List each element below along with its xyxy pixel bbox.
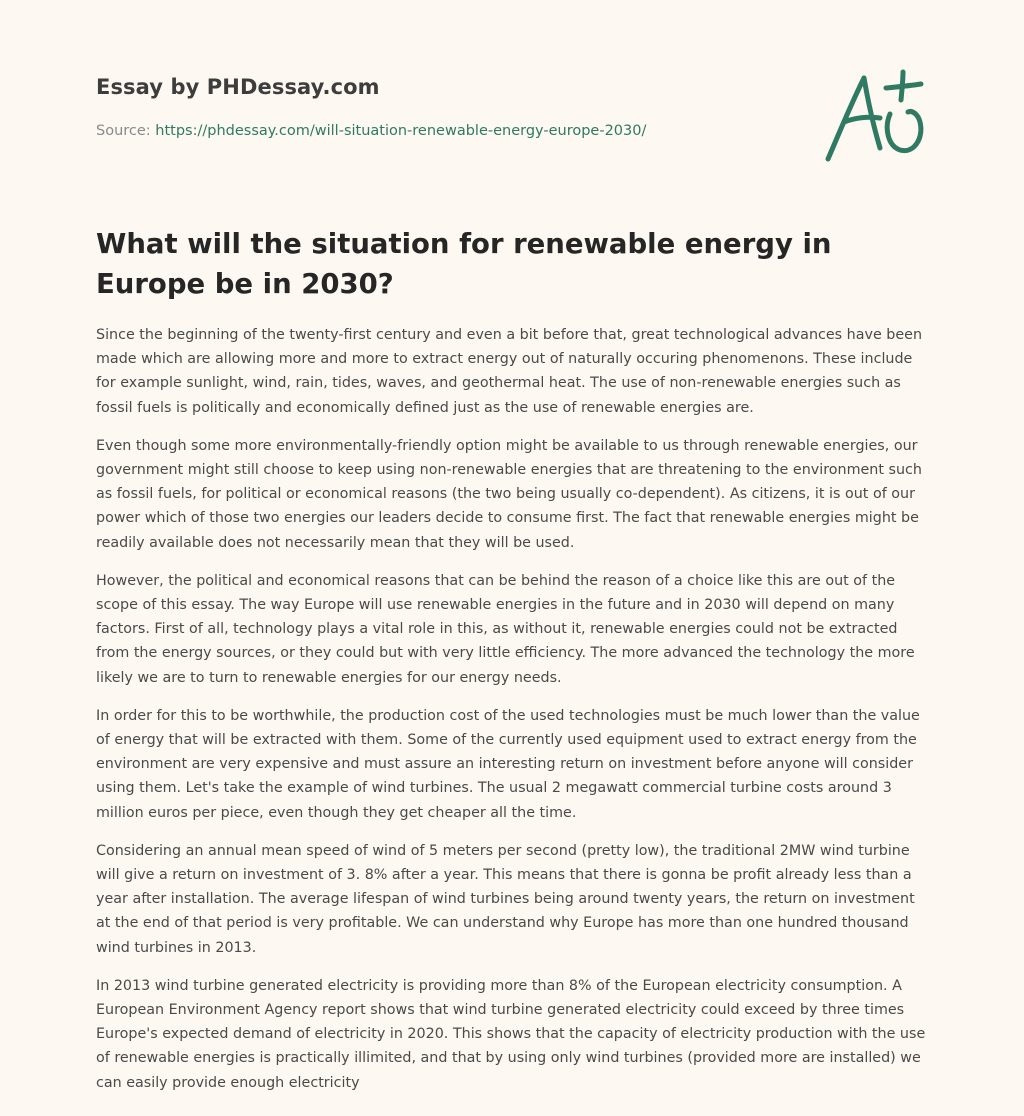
paragraph: However, the political and economical reasons that can be behind the reason of a choice like this are out of the scope of this essay. The way Europe will use renewable energies in the future and in 2030 will depend on many factors. First of all, technology plays a vital role in this, as without it, renewable energies could not be extracted from the energy sources, or they could but with very little efficiency. The more advanced the technology the more likely we are to turn to renewable energies for our energy needs.: [96, 572, 915, 686]
essay-body: [96, 323, 930, 1109]
a-plus-logo-icon: [824, 66, 928, 166]
source-link[interactable]: https://phdessay.com/will-situation-renewable-energy-europe-2030/: [155, 123, 647, 139]
paragraph: Considering an annual mean speed of wind of 5 meters per second (pretty low), the traditional 2MW wind turbine will give a return on investment of 3. 8% after a year. This means that there is gonna be profit already less than a year after installation. The average lifespan of wind turbines being around twenty years, the return on investment at the end of that period is very profitable. We can understand why Europe has more than one hundred thousand wind turbines in 2013.: [96, 842, 915, 956]
source-label: Source:: [96, 123, 151, 139]
paragraph: Even though some more environmentally-friendly option might be available to us through renewable energies, our government might still choose to keep using non-renewable energies that are threatening to the environment such as fossil fuels, for political or economical reasons (the two being usually co-dependent). As citizens, it is out of our power which of those two energies our leaders decide to consume first. The fact that renewable energies might be readily available does not necessarily mean that they will be used.: [96, 437, 922, 551]
paragraph: In 2013 wind turbine generated electricity is providing more than 8% of the European electricity consumption. A European Environment Agency report shows that wind turbine generated electricity could exceed by three times Europe's expected demand of electricity in 2020. This shows that the capacity of electricity production with the use of renewable energies is practically illimited, and that by using only wind turbines (provided more are installed) we can easily provide enough electricity: [96, 977, 926, 1091]
source-line: [96, 123, 646, 139]
paragraph: Since the beginning of the twenty-first century and even a bit before that, great technological advances have been made which are allowing more and more to extract energy out of naturally occuring phenomenons. These include for example sunlight, wind, rain, tides, waves, and geothermal heat. The use of non-renewable energies such as fossil fuels is politically and economically defined just as the use of renewable energies are.: [96, 327, 923, 416]
paragraph: In order for this to be worthwhile, the production cost of the used technologies must be much lower than the value of energy that will be extracted with them. Some of the currently used equipment used to extract energy from the environment are very expensive and must assure an interesting return on investment before anyone will consider using them. Let's take the example of wind turbines. The usual 2 megawatt commercial turbine costs around 3 million euros per piece, even though they get cheaper all the time.: [96, 707, 920, 821]
essay-title: What will the situation for renewable energy in Europe be in 2030?: [96, 228, 832, 300]
site-title: Essay by PHDessay.com: [96, 75, 380, 99]
